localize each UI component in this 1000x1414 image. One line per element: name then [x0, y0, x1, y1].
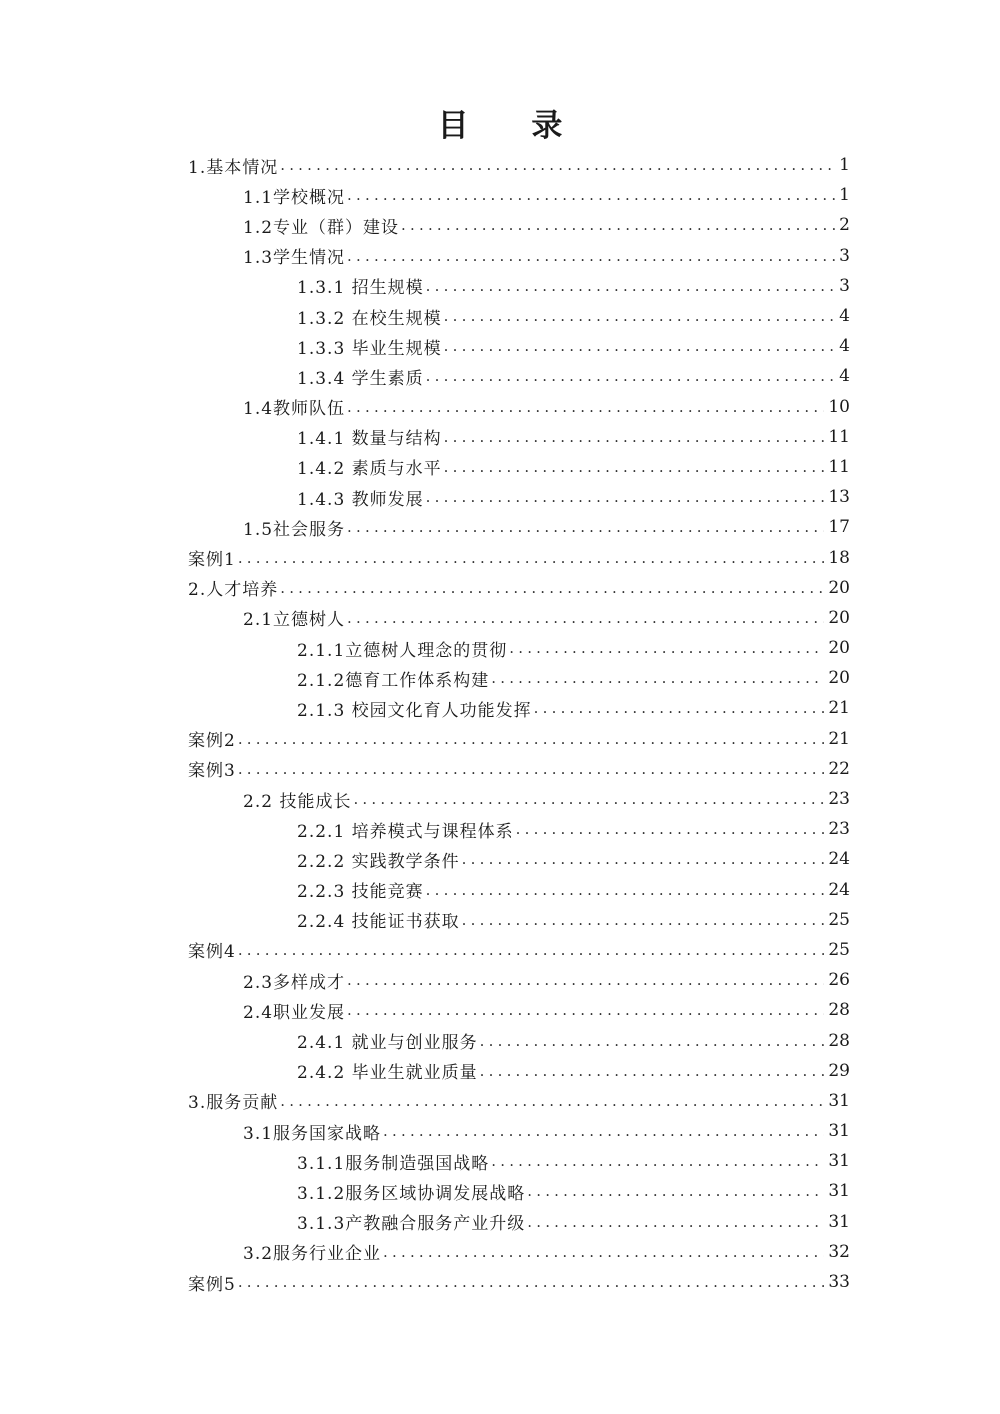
toc-entry[interactable] [186, 573, 850, 603]
toc-entry-title: 2.1.2德育工作体系构建 [297, 670, 490, 691]
toc-entry-title: 2.4职业发展 [243, 1002, 346, 1023]
toc-entry-title: 3.1.1服务制造强国战略 [297, 1153, 490, 1174]
toc-page-number: 26 [828, 970, 850, 991]
dot-leader [491, 669, 824, 687]
dot-leader [347, 971, 824, 989]
toc-entry[interactable] [186, 1267, 850, 1297]
toc-entry-title: 2.人才培养 [188, 580, 279, 601]
toc-entry-title: 1.4教师队伍 [243, 399, 346, 420]
toc-entry[interactable] [186, 331, 850, 361]
dot-leader [383, 1122, 824, 1140]
dot-leader [426, 277, 836, 295]
toc-page-number: 4 [839, 366, 850, 387]
toc-page-number: 31 [828, 1181, 850, 1202]
toc-page-number: 4 [839, 306, 850, 327]
dot-leader [426, 367, 836, 385]
toc-entry[interactable] [186, 180, 850, 210]
dot-leader [401, 216, 835, 234]
dot-leader [516, 820, 825, 838]
toc-page-number: 28 [828, 1030, 850, 1051]
dot-leader [444, 307, 836, 325]
toc-entry[interactable] [186, 663, 850, 693]
toc-entry[interactable] [186, 1207, 850, 1237]
toc-page-number: 20 [828, 607, 850, 628]
toc-entry-title: 案例2 [188, 731, 236, 752]
toc-entry-title: 2.2.1 培养模式与课程体系 [297, 821, 514, 842]
toc-entry[interactable] [186, 1116, 850, 1146]
toc-page-number: 20 [828, 668, 850, 689]
toc-page-number: 11 [828, 456, 850, 477]
dot-leader [347, 1001, 824, 1019]
toc-entry-title: 案例4 [188, 942, 236, 963]
toc-entry[interactable] [186, 150, 850, 180]
dot-leader [353, 790, 824, 808]
dot-leader [347, 247, 835, 265]
dot-leader [238, 730, 825, 748]
dot-leader [534, 699, 825, 717]
toc-entry-title: 2.2.3 技能竞赛 [297, 882, 424, 903]
toc-entry-title: 3.2服务行业企业 [243, 1244, 382, 1265]
toc-entry-title: 2.3多样成才 [243, 972, 346, 993]
toc-page-number: 24 [828, 879, 850, 900]
toc-page-number: 13 [828, 487, 850, 508]
toc-entry-title: 1.3.3 毕业生规模 [297, 338, 442, 359]
dot-leader [280, 579, 824, 597]
toc-page-number: 31 [828, 1211, 850, 1232]
toc-entry[interactable] [186, 1025, 850, 1055]
toc-page-number: 23 [828, 819, 850, 840]
dot-leader [444, 337, 836, 355]
toc-entry[interactable] [186, 241, 850, 271]
toc-entry[interactable] [186, 754, 850, 784]
dot-leader [480, 1032, 825, 1050]
dot-leader [347, 609, 824, 627]
dot-leader [238, 1273, 825, 1291]
toc-entry[interactable] [186, 1146, 850, 1176]
dot-leader [280, 156, 835, 174]
toc-page-number: 29 [828, 1060, 850, 1081]
toc-page-number: 1 [839, 155, 850, 176]
toc-entry[interactable] [186, 935, 850, 965]
toc-page-number: 25 [828, 939, 850, 960]
toc-entry-title: 1.3.2 在校生规模 [297, 308, 442, 329]
dot-leader [527, 1182, 824, 1200]
toc-entry-title: 2.1.1立德树人理念的贯彻 [297, 640, 508, 661]
toc-entry[interactable] [186, 271, 850, 301]
toc-page-number: 22 [828, 758, 850, 779]
dot-leader [238, 760, 825, 778]
toc-entry[interactable] [186, 422, 850, 452]
toc-page-number: 33 [828, 1272, 850, 1293]
toc-entry-title: 案例5 [188, 1274, 236, 1295]
toc-entry[interactable] [186, 301, 850, 331]
toc-page-number: 23 [828, 789, 850, 810]
toc-entry-title: 1.5社会服务 [243, 519, 346, 540]
toc-page-number: 24 [828, 849, 850, 870]
toc-entry-title: 1.3.1 招生规模 [297, 278, 424, 299]
dot-leader [527, 1213, 824, 1231]
toc-entry[interactable] [186, 995, 850, 1025]
toc-entry[interactable] [186, 693, 850, 723]
toc-page-number: 3 [839, 275, 850, 296]
page-title: 目 录 [437, 108, 589, 144]
toc-page-number: 31 [828, 1121, 850, 1142]
toc-entry-title: 2.1立德树人 [243, 610, 346, 631]
toc-entry[interactable] [186, 1086, 850, 1116]
toc-page-number: 20 [828, 577, 850, 598]
toc-entry-title: 1.1学校概况 [243, 187, 346, 208]
toc-page-number: 21 [828, 728, 850, 749]
toc-page-number: 31 [828, 1090, 850, 1111]
toc-entry-title: 3.1.3产教融合服务产业升级 [297, 1214, 526, 1235]
toc-entry[interactable] [186, 512, 850, 542]
toc-page-number: 21 [828, 698, 850, 719]
toc-page-number: 20 [828, 638, 850, 659]
dot-leader [462, 850, 825, 868]
toc-page-number: 10 [828, 396, 850, 417]
toc-page-number: 11 [828, 426, 850, 447]
dot-leader [383, 1243, 824, 1261]
toc-entry-title: 2.1.3 校园文化育人功能发挥 [297, 700, 532, 721]
toc-page-number: 4 [839, 336, 850, 357]
toc-entry-title: 2.2.2 实践教学条件 [297, 851, 460, 872]
toc-page-number: 31 [828, 1151, 850, 1172]
toc-entry-title: 1.2专业（群）建设 [243, 217, 400, 238]
toc-entry-title: 3.服务贡献 [188, 1093, 279, 1114]
dot-leader [444, 428, 825, 446]
toc-entry[interactable] [186, 392, 850, 422]
toc-entry[interactable] [186, 482, 850, 512]
dot-leader [444, 458, 825, 476]
toc-entry-title: 1.基本情况 [188, 157, 279, 178]
dot-leader [426, 881, 825, 899]
toc-entry[interactable] [186, 965, 850, 995]
dot-leader [426, 488, 825, 506]
toc-entry[interactable] [186, 905, 850, 935]
toc-entry[interactable] [186, 1176, 850, 1206]
toc-entry[interactable] [186, 1237, 850, 1267]
toc-page-number: 17 [828, 517, 850, 538]
toc-entry[interactable] [186, 875, 850, 905]
toc-entry[interactable] [186, 452, 850, 482]
toc-entry-title: 1.4.3 教师发展 [297, 489, 424, 510]
toc-entry[interactable] [186, 603, 850, 633]
toc-entry-title: 3.1.2服务区域协调发展战略 [297, 1183, 526, 1204]
toc-entry-title: 2.4.2 毕业生就业质量 [297, 1063, 478, 1084]
toc-page-number: 32 [828, 1241, 850, 1262]
toc-page-number: 1 [839, 185, 850, 206]
toc-entry[interactable] [186, 361, 850, 391]
dot-leader [462, 911, 825, 929]
toc-entry-title: 2.2.4 技能证书获取 [297, 912, 460, 933]
dot-leader [238, 549, 825, 567]
toc-entry-title: 案例1 [188, 550, 236, 571]
toc-entry-title: 1.3.4 学生素质 [297, 368, 424, 389]
toc-entry[interactable] [186, 724, 850, 754]
toc-entry-title: 3.1服务国家战略 [243, 1123, 382, 1144]
toc-page-number: 2 [839, 215, 850, 236]
toc-entry-title: 2.2 技能成长 [243, 791, 352, 812]
toc-entry-title: 2.4.1 就业与创业服务 [297, 1033, 478, 1054]
toc-entry-title: 1.4.2 素质与水平 [297, 459, 442, 480]
toc-entry[interactable] [186, 542, 850, 572]
toc-page-number: 3 [839, 245, 850, 266]
toc-entry[interactable] [186, 784, 850, 814]
toc-page-number: 28 [828, 1000, 850, 1021]
dot-leader [347, 186, 835, 204]
dot-leader [280, 1092, 824, 1110]
toc-entry-title: 1.3学生情况 [243, 248, 346, 269]
table-of-contents [186, 150, 850, 1297]
toc-entry[interactable] [186, 633, 850, 663]
toc-entry-title: 1.4.1 数量与结构 [297, 429, 442, 450]
dot-leader [347, 398, 824, 416]
toc-entry[interactable] [186, 1056, 850, 1086]
toc-page-number: 18 [828, 547, 850, 568]
toc-entry[interactable] [186, 844, 850, 874]
dot-leader [509, 639, 824, 657]
dot-leader [480, 1062, 825, 1080]
toc-page-number: 25 [828, 909, 850, 930]
toc-entry[interactable] [186, 814, 850, 844]
dot-leader [347, 518, 824, 536]
dot-leader [238, 941, 825, 959]
toc-entry-title: 案例3 [188, 761, 236, 782]
dot-leader [491, 1152, 824, 1170]
toc-entry[interactable] [186, 210, 850, 240]
